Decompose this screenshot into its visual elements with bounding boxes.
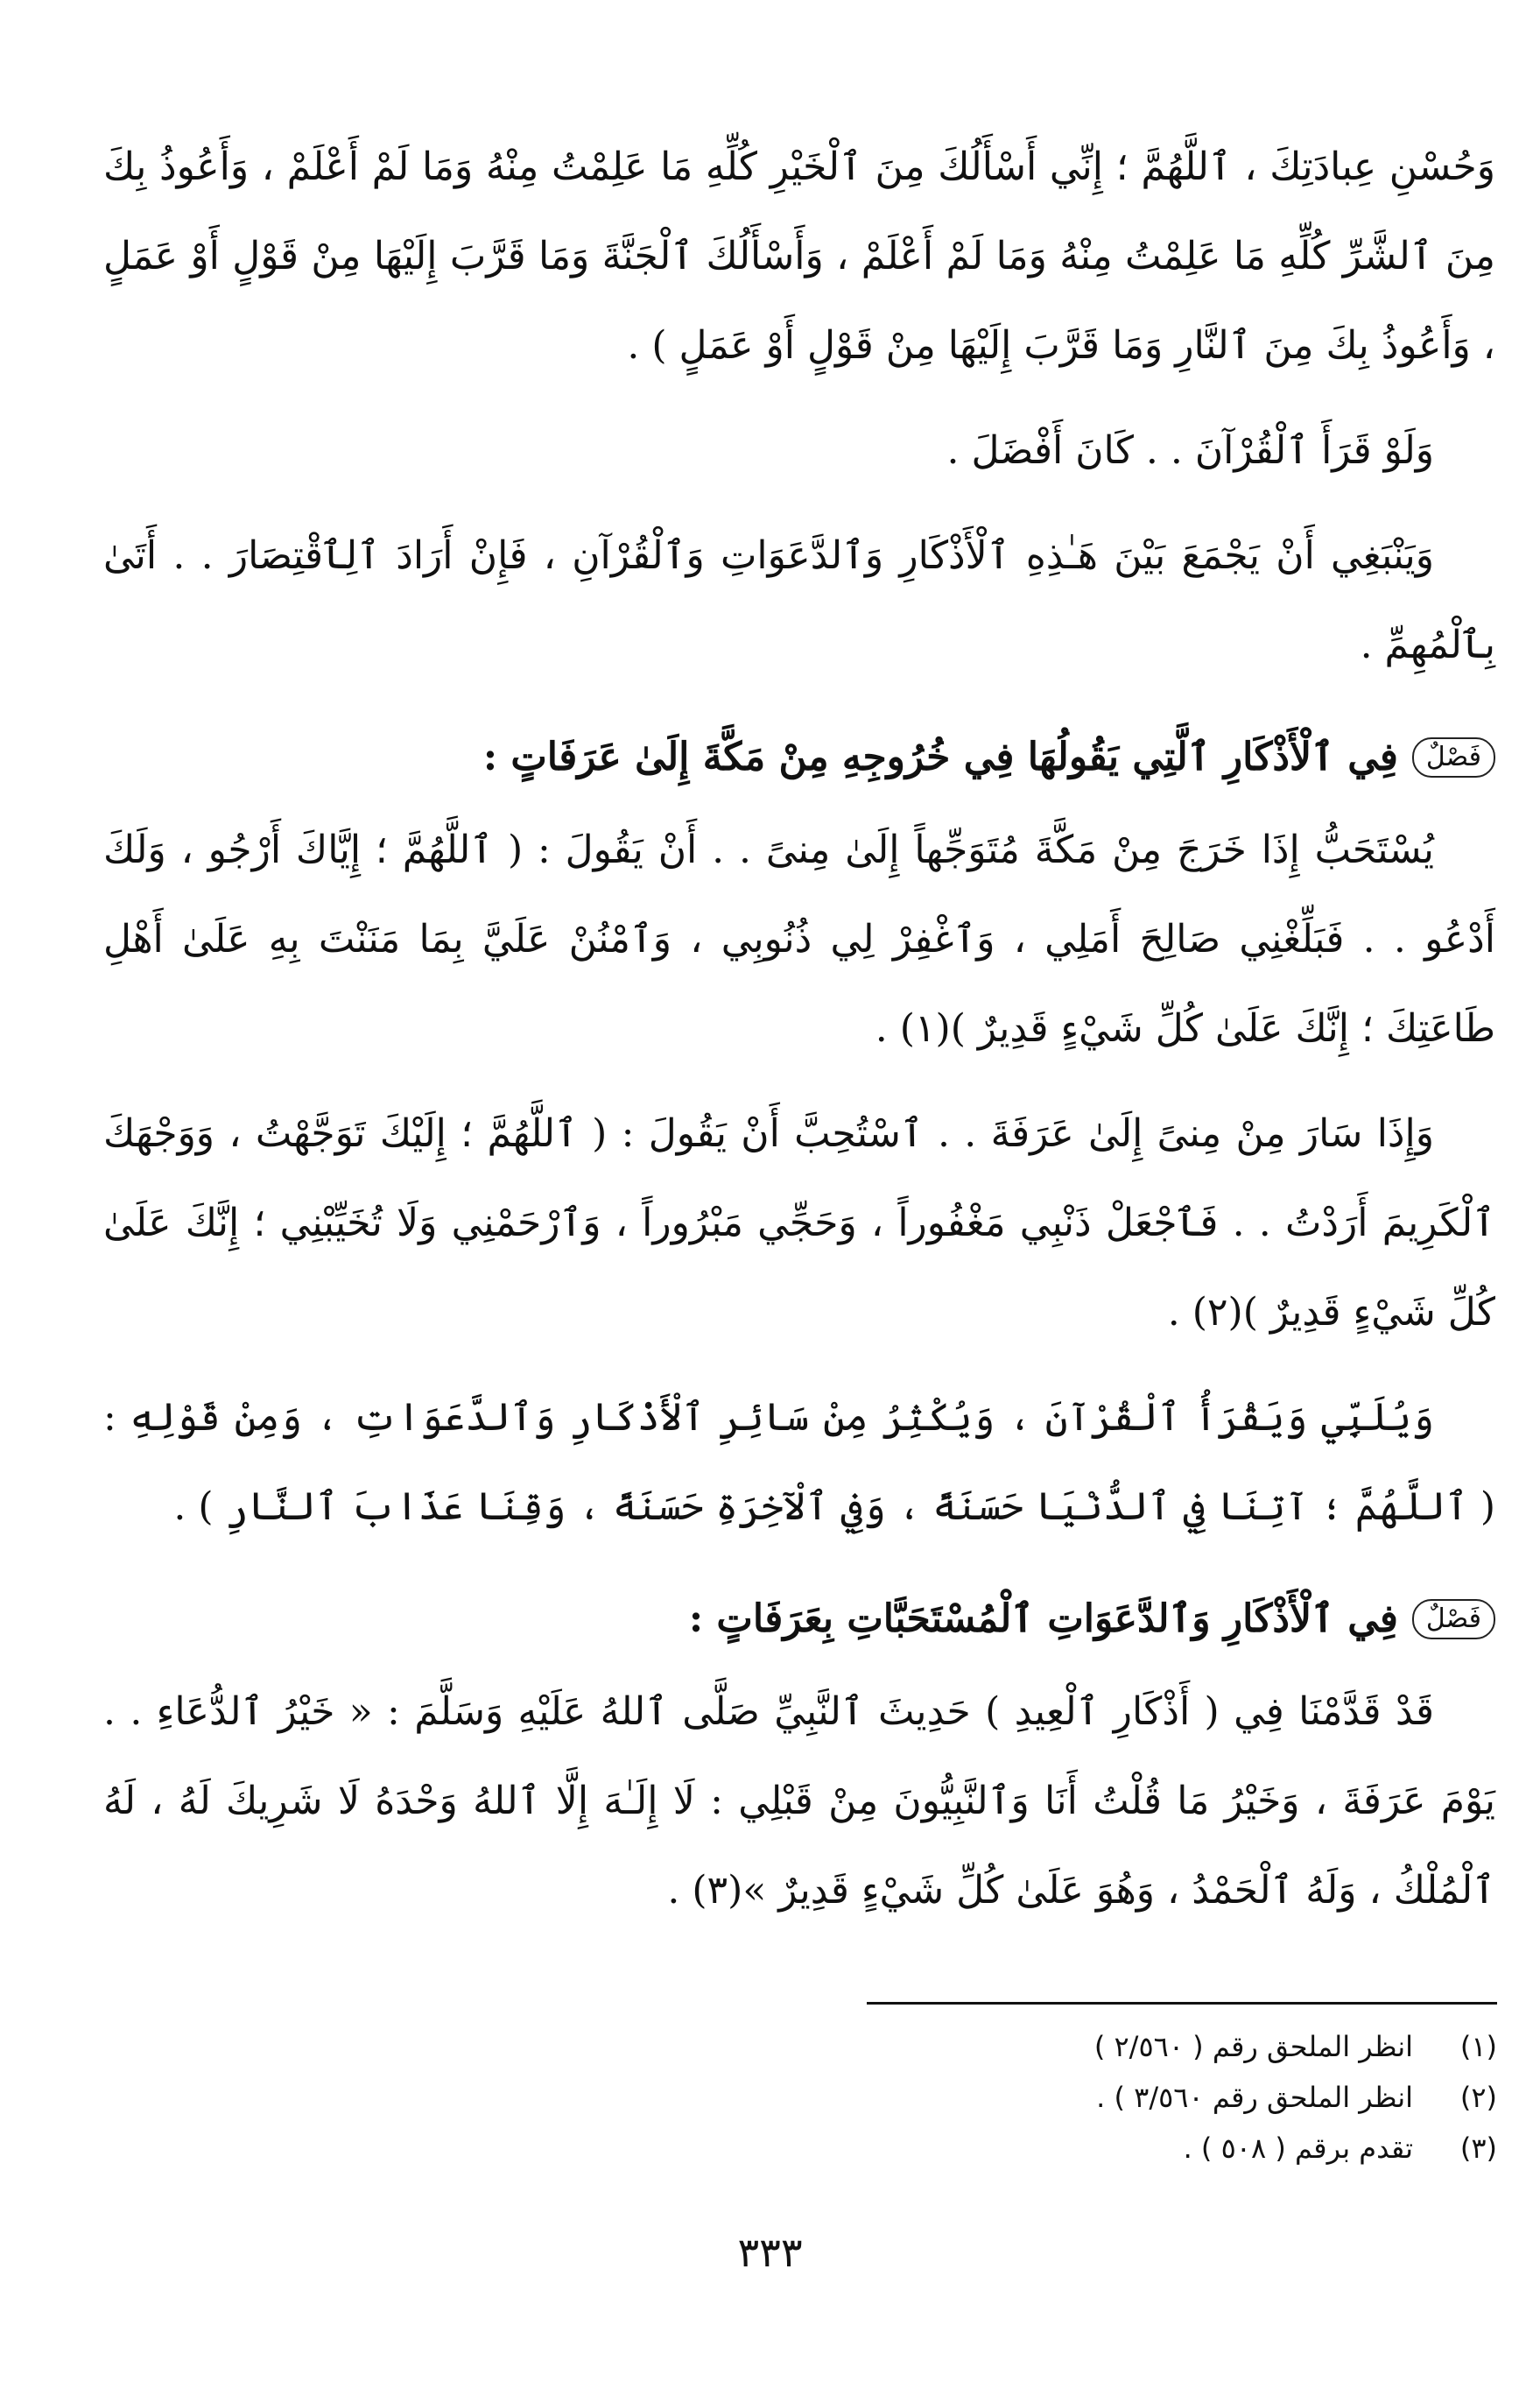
footnote-number: (٣) bbox=[1459, 2132, 1497, 2165]
section-title: فِي ٱلْأَذْكَارِ وَٱلدَّعَوَاتِ ٱلْمُسْتَحَبَّاتِ بِعَرَفَاتٍ : bbox=[688, 1596, 1398, 1641]
paragraph: وَيَنْبَغِي أَنْ يَجْمَعَ بَيْنَ هَـٰذِهِ ٱلْأَذْكَارِ وَٱلدَّعَوَاتِ وَٱلْقُرْآنِ ، فَإِنْ أَرَادَ ٱلِٱقْتِصَارَ . . أَتَىٰ بِٱلْمُهِمِّ . bbox=[103, 533, 1495, 667]
fasl-badge: فَصْلٌ bbox=[1412, 1599, 1495, 1639]
section-title: فِي ٱلْأَذْكَارِ ٱلَّتِي يَقُولُهَا فِي خُرُوجِهِ مِنْ مَكَّةَ إِلَىٰ عَرَفَاتٍ : bbox=[482, 735, 1398, 779]
paragraph: وَلَوْ قَرَأَ ٱلْقُرْآنَ . . كَانَ أَفْضَلَ . bbox=[946, 428, 1434, 473]
section-heading bbox=[103, 1575, 1495, 1664]
footnote bbox=[438, 2072, 1497, 2123]
paragraph: وَإِذَا سَارَ مِنْ مِنىً إِلَىٰ عَرَفَةَ . . ٱسْتُحِبَّ أَنْ يَقُولَ : ( ٱللَّهُمَّ ؛ إِلَيْكَ تَوَجَّهْتُ ، وَوَجْهَكَ ٱلْكَرِيمَ أَرَدْتُ . . فَٱجْعَلْ ذَنْبِي مَغْفُوراً ، وَحَجِّي مَبْرُوراً ، وَٱرْحَمْنِي وَلَا تُخَيِّبْنِي ؛ إِنَّكَ عَلَىٰ كُلِّ شَيْءٍ قَدِيرٌ )(٢) . bbox=[103, 1111, 1495, 1335]
paragraph: وَيُلَبِّي وَيَقْرَأُ ٱلْقُرْآنَ ، وَيُكْثِرُ مِنْ سَائِرِ ٱلْأَذْكَارِ وَٱلدَّعَوَاتِ ، وَمِنْ قَوْلِهِ : ( ٱللَّهُمَّ ؛ آتِنَا فِي ٱلدُّنْيَا حَسَنَةً ، وَفِي ٱلْآخِرَةِ حَسَنَةً ، وَقِنَا عَذَابَ ٱلنَّارِ ) . bbox=[103, 1395, 1495, 1529]
paragraph: قَدْ قَدَّمْنَا فِي ( أَذْكَارِ ٱلْعِيدِ ) حَدِيثَ ٱلنَّبِيِّ صَلَّى ٱللهُ عَلَيْهِ وَسَلَّمَ : « خَيْرُ ٱلدُّعَاءِ . . يَوْمَ عَرَفَةَ ، وَخَيْرُ مَا قُلْتُ أَنَا وَٱلنَّبِيُّونَ مِنْ قَبْلِي : لَا إِلَـٰهَ إِلَّا ٱللهُ وَحْدَهُ لَا شَرِيكَ لَهُ ، لَهُ ٱلْمُلْكُ ، وَلَهُ ٱلْحَمْدُ ، وَهُوَ عَلَىٰ كُلِّ شَيْءٍ قَدِيرٌ »(٣) . bbox=[103, 1689, 1495, 1913]
fasl-badge: فَصْلٌ bbox=[1412, 737, 1495, 778]
footnote bbox=[438, 2021, 1497, 2072]
footnotes bbox=[438, 2021, 1497, 2174]
footnote-divider bbox=[867, 2002, 1497, 2005]
footnote-text: انظر الملحق رقم ٣/٥٦٠ ) . bbox=[1096, 2081, 1413, 2114]
footnote-text: انظر الملحق رقم ( ٢/٥٦٠ ) bbox=[1093, 2030, 1413, 2063]
footnote-number: (٢) bbox=[1459, 2081, 1497, 2114]
paragraph: وَحُسْنِ عِبادَتِكَ ، ٱللَّهُمَّ ؛ إِنِّي أَسْأَلُكَ مِنَ ٱلْخَيْرِ كُلِّهِ مَا عَلِمْتُ مِنْهُ وَمَا لَمْ أَعْلَمْ ، وَأَعُوذُ بِكَ مِنَ ٱلشَّرِّ كُلِّهِ مَا عَلِمْتُ مِنْهُ وَمَا لَمْ أَعْلَمْ ، وَأَسْأَلُكَ ٱلْجَنَّةَ وَمَا قَرَّبَ إِلَيْهَا مِنْ قَوْلٍ أَوْ عَمَلٍ ، وَأَعُوذُ بِكَ مِنَ ٱلنَّارِ وَمَا قَرَّبَ إِلَيْهَا مِنْ قَوْلٍ أَوْ عَمَلٍ ) . bbox=[103, 144, 1495, 368]
paragraph: يُسْتَحَبُّ إِذَا خَرَجَ مِنْ مَكَّةَ مُتَوَجِّهاً إِلَىٰ مِنىً . . أَنْ يَقُولَ : ( ٱللَّهُمَّ ؛ إِيَّاكَ أَرْجُو ، وَلَكَ أَدْعُو . . فَبَلِّغْنِي صَالِحَ أَمَلِي ، وَٱغْفِرْ لِي ذُنُوبِي ، وَٱمْنُنْ عَلَيَّ بِمَا مَنَنْتَ بِهِ عَلَىٰ أَهْلِ طَاعَتِكَ ؛ إِنَّكَ عَلَىٰ كُلِّ شَيْءٍ قَدِيرٌ )(١) . bbox=[103, 828, 1495, 1051]
footnote-number: (١) bbox=[1459, 2030, 1497, 2063]
section-heading bbox=[103, 713, 1495, 802]
footnote bbox=[438, 2123, 1497, 2174]
page-number: ٣٣٣ bbox=[737, 2229, 803, 2276]
footnote-text: تقدم برقم ( ٥٠٨ ) . bbox=[1183, 2132, 1413, 2165]
main-text bbox=[103, 123, 1495, 1951]
